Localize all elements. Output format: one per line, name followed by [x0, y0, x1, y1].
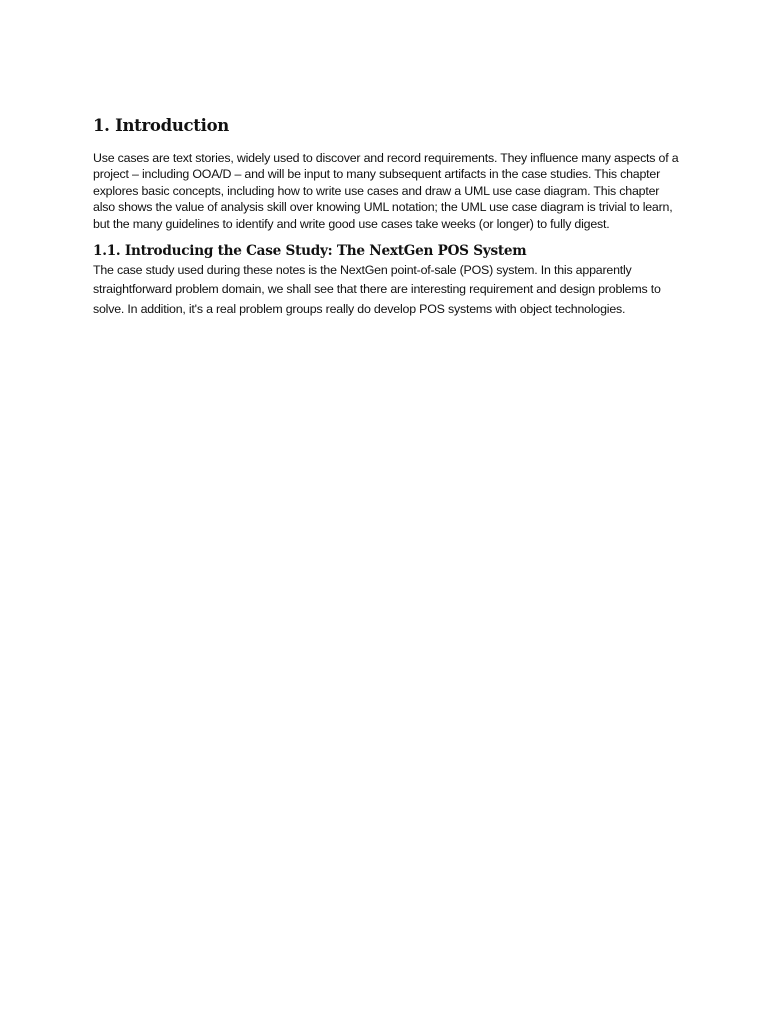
- section-heading: 1. Introduction: [93, 116, 229, 135]
- subsection-paragraph: The case study used during these notes is the NextGen point-of-sale (POS) system. In this apparently straightforward problem domain, we shall see that there are interesting requirement and design problems to solve. In addition, it's a real problem groups really do develop POS systems with object technologies.: [93, 263, 661, 316]
- subsection-heading: 1.1. Introducing the Case Study: The NextGen POS System: [93, 243, 527, 260]
- document-content: [93, 114, 683, 319]
- section-paragraph: Use cases are text stories, widely used to discover and record requirements. They influence many aspects of a project – including OOA/D – and will be input to many subsequent artifacts in the case studies. This chapter explores basic concepts, including how to write use cases and draw a UML use case diagram. This chapter also shows the value of analysis skill over knowing UML notation; the UML use case diagram is trivial to learn, but the many guidelines to identify and write good use cases take weeks (or longer) to fully digest.: [93, 151, 679, 231]
